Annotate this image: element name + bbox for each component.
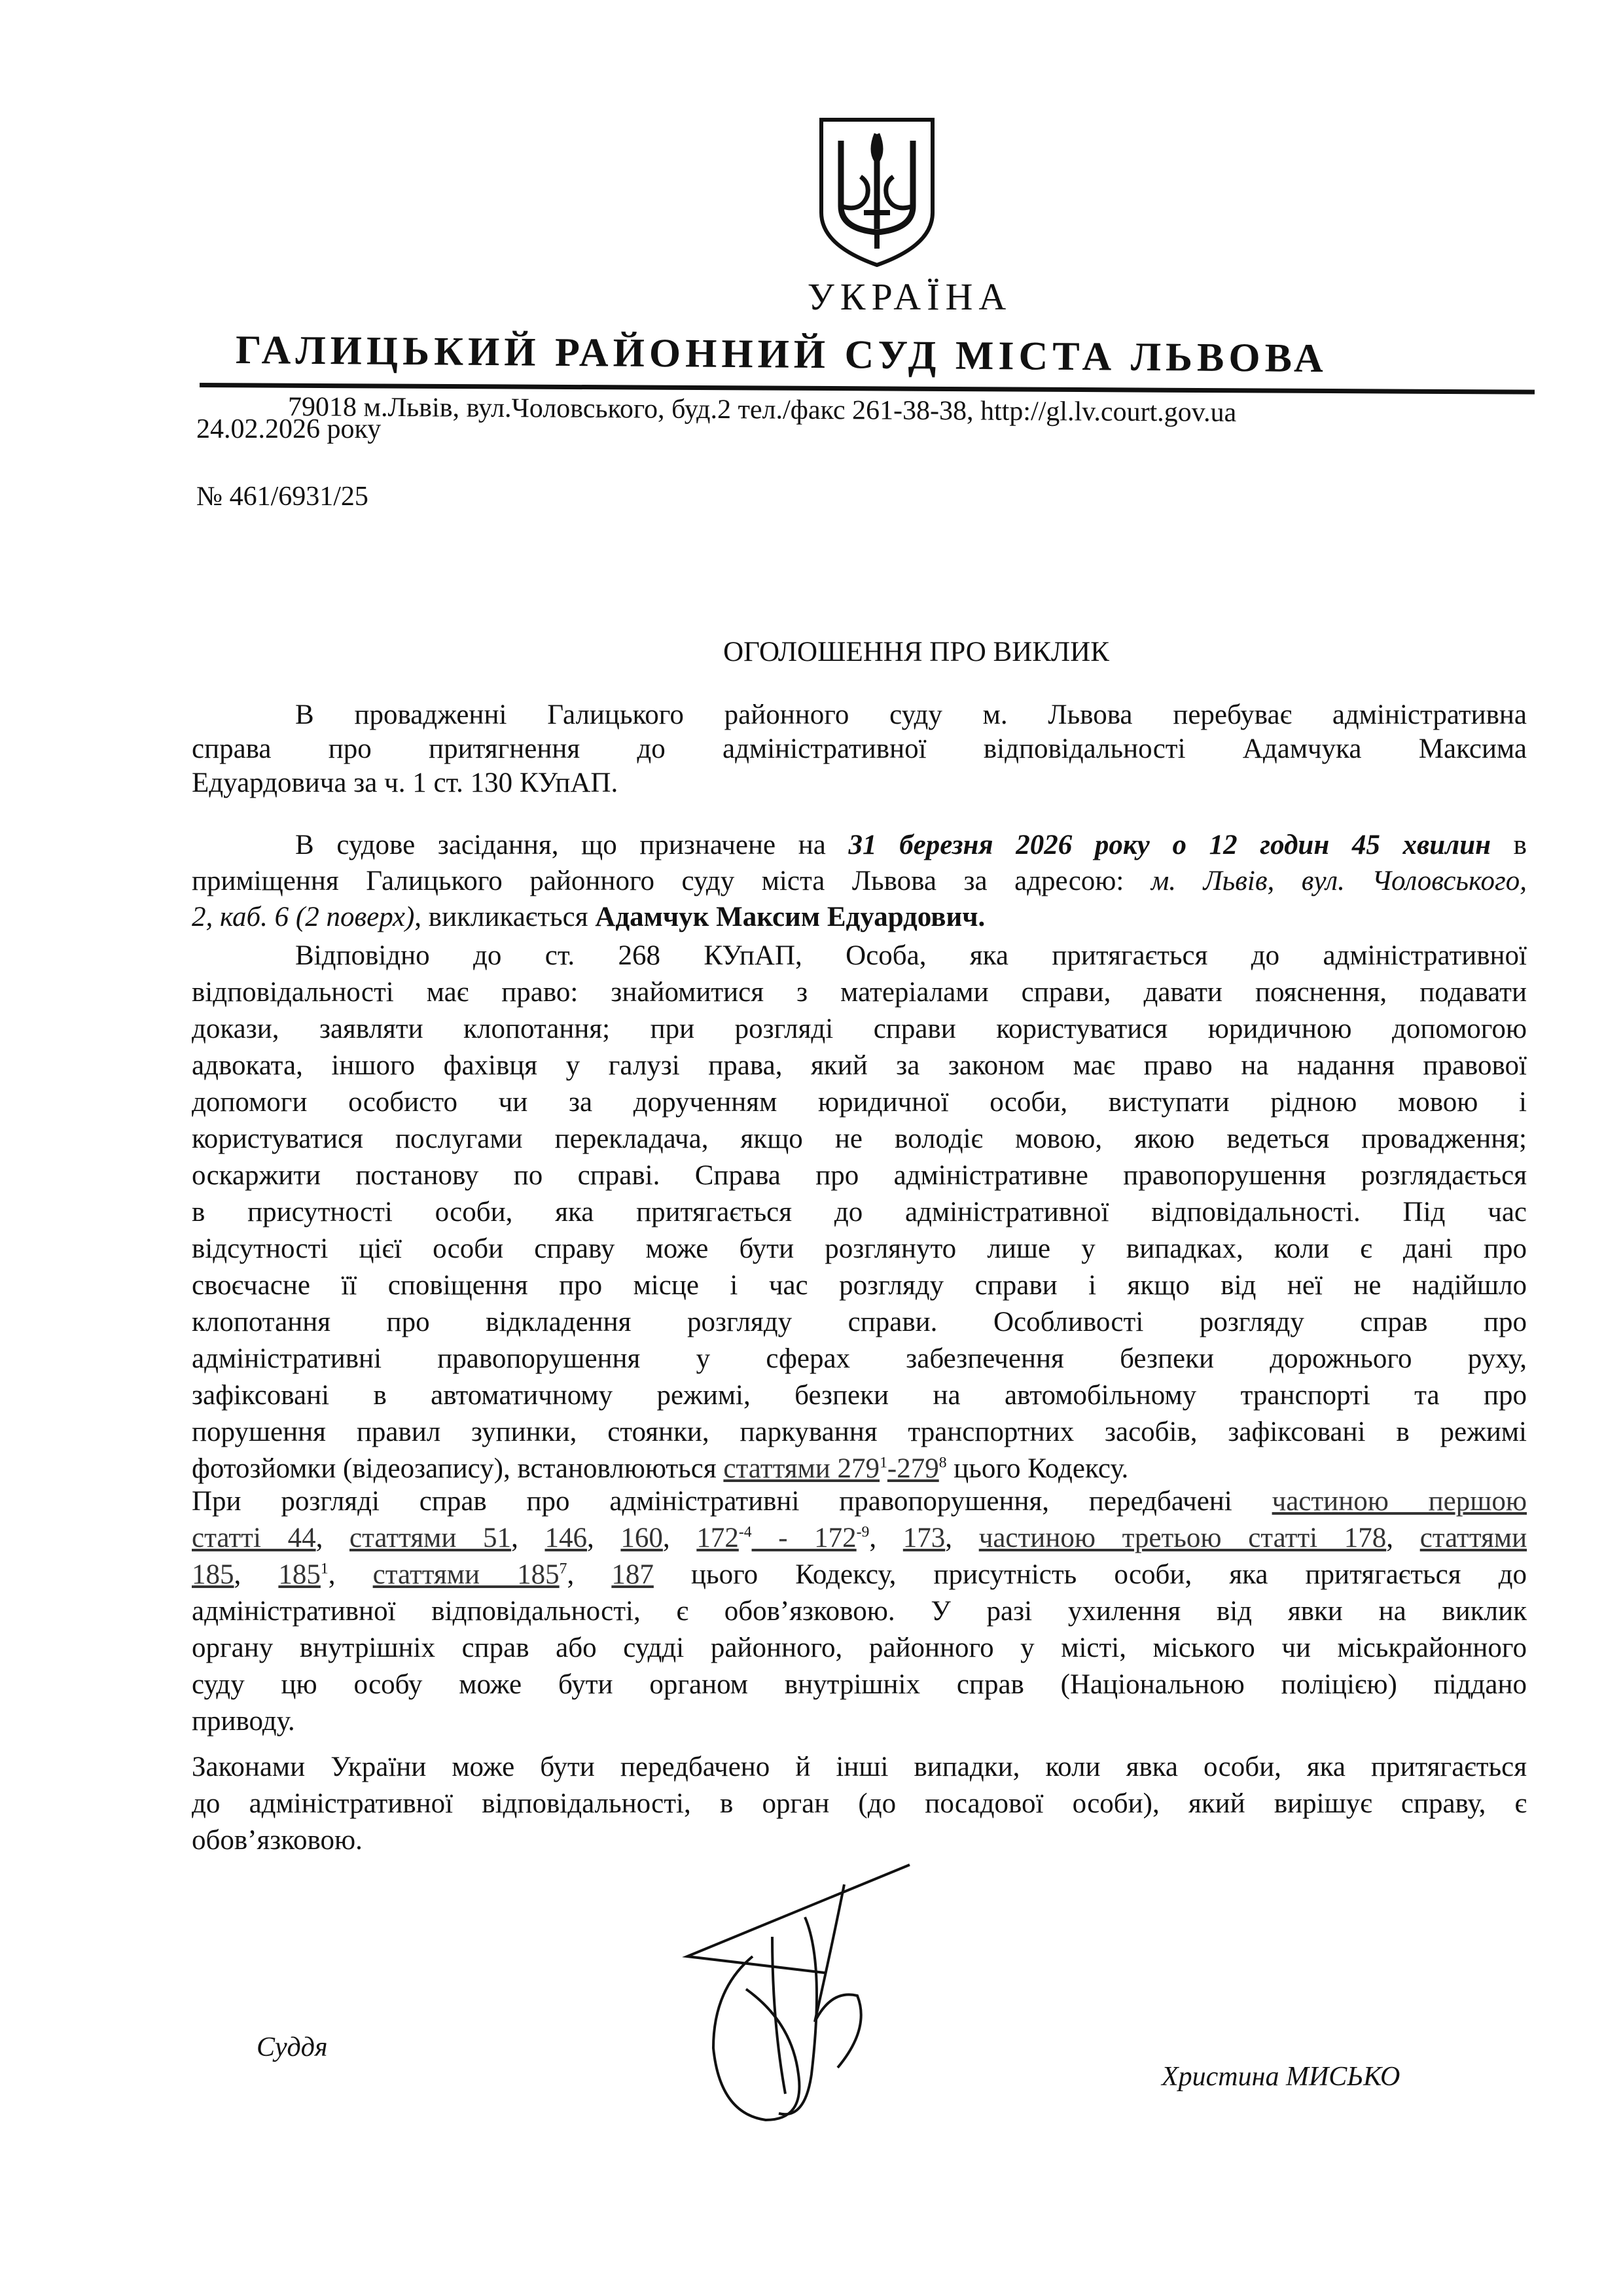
law-article-link[interactable]: - 172 [751,1523,857,1553]
law-article-link[interactable]: 185 [278,1559,321,1590]
text-segment: користуватися послугами перекладача, якщо не володіє мовою, якою ведеться провадження; [192,1123,1527,1154]
text-line [192,1231,1527,1267]
text-line [192,1667,1527,1703]
text-line [192,1414,1527,1451]
paragraph-3 [192,938,1527,1487]
text-segment: , [869,1523,903,1553]
text-segment: Адамчук Максим Едуардович. [595,902,986,932]
text-segment: адміністративної відповідальності, є обов’язковою. У разі ухилення від явки на виклик [192,1596,1527,1627]
law-article-link[interactable]: частиною третьою статті 178 [978,1523,1387,1553]
text-segment: відповідальності має право: знайомитися з матеріалами справи, давати пояснення, подавати [192,977,1527,1008]
text-segment: адвоката, іншого фахівця у галузі права, який за законом має право на надання правової [192,1050,1527,1081]
text-line [192,1194,1527,1231]
text-line [192,1483,1527,1520]
law-article-link[interactable]: 160 [620,1523,663,1553]
text-line [192,1593,1527,1630]
text-segment: до адміністративної відповідальності, в орган (до посадової особи), який вирішує справу, є [192,1788,1527,1819]
text-line [192,1267,1527,1304]
text-segment: 2, каб. 6 (2 поверх) [192,902,415,932]
text-segment: , [567,1559,612,1590]
text-segment: , [511,1523,545,1553]
law-article-link[interactable]: статті 44 [192,1523,316,1553]
text-segment: органу внутрішніх справ або судді районного, районного у місті, міського чи міськрайонного [192,1633,1527,1663]
paragraph-1 [192,698,1527,800]
signature-image [674,1858,923,2133]
text-segment: цього Кодексу, присутність особи, яка притягається до [653,1559,1527,1590]
text-segment: , [328,1559,373,1590]
law-article-link[interactable]: 172 [696,1523,739,1553]
text-segment: докази, заявляти клопотання; при розгляді справи користуватися юридичною допомогою [192,1014,1527,1044]
superscript: -9 [856,1523,870,1541]
text-line [192,1157,1527,1194]
text-line [192,1451,1527,1487]
text-segment: В судове засідання, що призначене на [295,830,849,860]
paragraph-4 [192,1483,1527,1740]
text-segment: приміщення Галицького районного суду міста Львова за адресою: [192,866,1151,896]
text-line [192,1822,1527,1859]
law-article-link[interactable]: -279 [887,1453,939,1484]
text-line [192,1377,1527,1414]
text-segment: цього Кодексу. [946,1453,1129,1484]
document-date: 24.02.2026 року [196,414,382,444]
text-segment: оскаржити постанову по справі. Справа про адміністративне правопорушення розглядається [192,1160,1527,1191]
judge-label: Суддя [257,2032,328,2062]
text-line [192,1304,1527,1341]
text-segment: в [1491,830,1527,860]
law-article-link[interactable]: частиною першою [1272,1486,1527,1517]
court-address: 79018 м.Львів, вул.Чоловського, буд.2 тел./факс 261-38-38, http://gl.lv.court.gov.ua [287,392,1237,428]
superscript: 1 [320,1560,329,1578]
text-segment: зафіксовані в автоматичному режимі, безпеки на автомобільному транспорті та про [192,1380,1527,1411]
judge-name: Христина МИСЬКО [1162,2062,1400,2092]
document-title: ОГОЛОШЕННЯ ПРО ВИКЛИК [723,637,1109,667]
law-article-link[interactable]: статтями 51 [349,1523,512,1553]
text-line [192,1520,1527,1557]
text-line [192,827,1527,863]
text-segment: відсутності цієї особи справу може бути розглянуто лише у випадках, коли є дані про [192,1233,1527,1264]
court-name-heading: ГАЛИЦЬКИЙ РАЙОННИЙ СУД МІСТА ЛЬВОВА [235,328,1329,381]
text-segment: , [315,1523,349,1553]
superscript: 1 [880,1454,887,1472]
text-segment: фотозйомки (відеозапису), встановлюються [192,1453,724,1484]
text-line [192,974,1527,1011]
text-line [192,1703,1527,1740]
law-article-link[interactable]: 173 [902,1523,946,1553]
law-article-link[interactable]: 187 [611,1559,654,1590]
text-segment: приводу. [192,1706,295,1737]
text-segment: допомоги особисто чи за дорученням юридичної особи, виступати рідною мовою і [192,1087,1527,1118]
paragraph-2 [192,827,1527,935]
text-line [192,1786,1527,1822]
text-line [192,732,1527,766]
paragraph-5 [192,1749,1527,1859]
text-line [192,1341,1527,1377]
text-line [192,863,1527,899]
law-article-link[interactable]: 146 [544,1523,587,1553]
country-heading: УКРАЇНА [807,275,1012,318]
text-segment: обов’язковою. [192,1825,363,1856]
text-segment: , [1386,1523,1420,1553]
law-article-link[interactable]: статтями 185 [372,1559,560,1590]
text-segment: м. Львів, вул. Чоловського, [1150,866,1527,896]
text-segment: , [586,1523,621,1553]
law-article-link[interactable]: статтями [1419,1523,1527,1553]
text-segment: При розгляді справ про адміністративні правопорушення, передбачені [192,1486,1272,1517]
text-line [192,1048,1527,1084]
superscript: 7 [559,1560,567,1578]
text-segment: , [662,1523,697,1553]
text-segment: своєчасне її сповіщення про місце і час розгляду справи і якщо від неї не надійшло [192,1270,1527,1301]
law-article-link[interactable]: 185 [192,1559,234,1590]
text-line [192,938,1527,974]
text-segment: суду цю особу може бути органом внутрішніх справ (Національною поліцією) піддано [192,1669,1527,1700]
text-line [192,698,1527,732]
text-segment: клопотання про відкладення розгляду справи. Особливості розгляду справ про [192,1307,1527,1337]
text-segment: в присутності особи, яка притягається до адміністративної відповідальності. Під час [192,1197,1527,1227]
text-segment: В провадженні Галицького районного суду м. Львова перебуває адміністративна [295,699,1527,730]
superscript: 8 [938,1454,947,1472]
text-line [192,1557,1527,1593]
text-segment: , [234,1559,279,1590]
superscript: -4 [738,1523,752,1541]
text-line [192,1011,1527,1048]
text-line [192,899,1527,935]
text-segment: порушення правил зупинки, стоянки, паркування транспортних засобів, зафіксовані в режимі [192,1417,1527,1447]
text-segment: , [945,1523,979,1553]
text-line [192,1084,1527,1121]
text-line [192,1630,1527,1667]
text-segment: справа про притягнення до адміністративної відповідальності Адамчука Максима [192,733,1527,764]
case-number: № 461/6931/25 [196,482,368,512]
text-line [192,1749,1527,1786]
text-segment: Відповідно до ст. 268 КУпАП, Особа, яка притягається до адміністративної [295,940,1527,971]
text-segment: 31 березня 2026 року о 12 годин 45 хвилин [848,830,1491,860]
text-segment: адміністративні правопорушення у сферах забезпечення безпеки дорожнього руху, [192,1343,1527,1374]
text-segment: Законами України може бути передбачено й інші випадки, коли явка особи, яка притягається [192,1752,1527,1782]
text-segment: Едуардовича за ч. 1 ст. 130 КУпАП. [192,768,618,798]
text-segment: , викликається [414,902,596,932]
law-article-link[interactable]: статтями 279 [723,1453,880,1484]
text-line [192,766,1527,800]
text-line [192,1121,1527,1157]
trident-emblem-icon [815,115,939,268]
